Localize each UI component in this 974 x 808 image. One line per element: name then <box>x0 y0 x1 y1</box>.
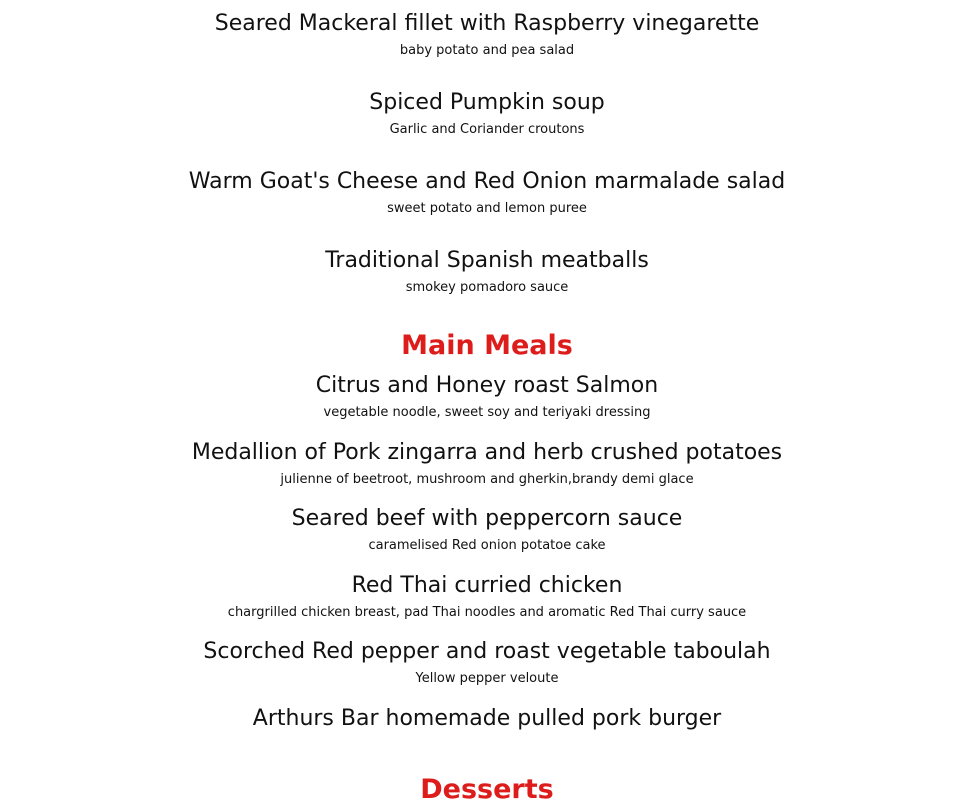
dish-name: Traditional Spanish meatballs <box>325 248 649 273</box>
dish-description: baby potato and pea salad <box>399 43 575 58</box>
dish-description: smokey pomadoro sauce <box>405 280 569 295</box>
dish-name: Citrus and Honey roast Salmon <box>315 373 659 398</box>
dish-name: Seared Mackeral fillet with Raspberry vinegarette <box>214 11 760 36</box>
desserts-heading: Desserts <box>420 774 554 805</box>
dish-description: chargrilled chicken breast, pad Thai noodles and aromatic Red Thai curry sauce <box>227 605 747 620</box>
dish-name: Scorched Red pepper and roast vegetable taboulah <box>203 639 771 664</box>
dish-description: vegetable noodle, sweet soy and teriyaki dressing <box>323 405 651 420</box>
dish-description: sweet potato and lemon puree <box>387 201 587 216</box>
dish-name: Spiced Pumpkin soup <box>369 90 605 115</box>
dish-description: julienne of beetroot, mushroom and gherkin,brandy demi glace <box>280 472 694 487</box>
dish-description: Garlic and Coriander croutons <box>389 122 585 137</box>
dish-name: Warm Goat's Cheese and Red Onion marmalade salad <box>188 169 786 194</box>
main-meals-heading: Main Meals <box>401 330 573 361</box>
dish-name: Medallion of Pork zingarra and herb crushed potatoes <box>191 440 783 465</box>
dish-description: Yellow pepper veloute <box>415 671 559 686</box>
dish-name: Red Thai curried chicken <box>351 573 623 598</box>
dish-name: Seared beef with peppercorn sauce <box>291 506 683 531</box>
dish-description: caramelised Red onion potatoe cake <box>368 538 606 553</box>
dish-name: Arthurs Bar homemade pulled pork burger <box>252 706 722 731</box>
